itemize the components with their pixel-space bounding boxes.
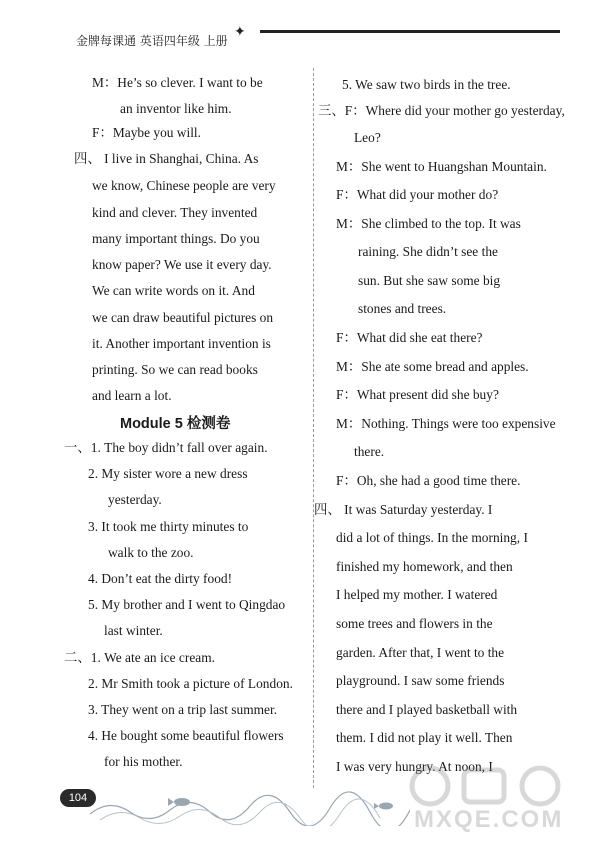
text-line: finished my homework, and then — [336, 559, 513, 574]
text-line: 2. My sister wore a new dress — [88, 466, 248, 481]
text-line: know paper? We use it every day. — [92, 257, 272, 272]
header-rule — [260, 30, 560, 33]
text-line: there and I played basketball with — [336, 702, 518, 717]
book-title: 金牌每课通 英语四年级 上册 — [76, 34, 228, 48]
text-line: F：Maybe you will. — [92, 125, 201, 140]
text-line: I helped my mother. I watered — [336, 587, 498, 602]
text-line: 3. It took me thirty minutes to — [88, 519, 249, 534]
text-line: it. Another important invention is — [92, 336, 271, 351]
text-line: I was very hungry. At noon, I — [336, 759, 493, 774]
text-line: F：What did she eat there? — [336, 330, 483, 345]
text-line: walk to the zoo. — [108, 545, 194, 560]
section-heading: Module 5 检测卷 — [120, 416, 231, 432]
text-line: we can draw beautiful pictures on — [92, 310, 274, 325]
page-number: 104 — [60, 789, 96, 807]
text-line: yesterday. — [108, 492, 162, 507]
text-line: F：What did your mother do? — [336, 187, 499, 202]
text-line: 4. Don’t eat the dirty food! — [88, 571, 233, 586]
page-header — [60, 22, 580, 52]
text-line: garden. After that, I went to the — [336, 645, 505, 660]
text-line: we know, Chinese people are very — [92, 178, 276, 193]
text-line: sun. But she saw some big — [358, 273, 501, 288]
column-divider — [313, 68, 314, 788]
text-line: many important things. Do you — [92, 231, 260, 246]
text-line: 3. They went on a trip last summer. — [88, 702, 278, 717]
text-line: F：Oh, she had a good time there. — [336, 473, 521, 488]
text-line: 三、F：Where did your mother go yesterday, — [318, 103, 565, 118]
star-icon: ✦ — [234, 25, 246, 40]
text-line: for his mother. — [104, 754, 183, 769]
text-line: Leo? — [354, 130, 381, 145]
text-line: M：She climbed to the top. It was — [336, 216, 521, 231]
text-line: We can write words on it. And — [92, 283, 255, 298]
text-line: 四、 It was Saturday yesterday. I — [314, 502, 493, 517]
text-line: F：What present did she buy? — [336, 387, 499, 402]
text-line: 一、1. The boy didn’t fall over again. — [64, 440, 268, 455]
watermark-logo-icon — [400, 760, 580, 810]
text-line: some trees and flowers in the — [336, 616, 493, 631]
text-line: M：She ate some bread and apples. — [336, 359, 529, 374]
text-line: an inventor like him. — [120, 101, 232, 116]
text-line: 4. He bought some beautiful flowers — [88, 728, 284, 743]
text-line: and learn a lot. — [92, 388, 172, 403]
text-line: last winter. — [104, 623, 163, 638]
text-line: 四、 I live in Shanghai, China. As — [74, 151, 259, 166]
text-line: there. — [354, 444, 385, 459]
text-line: M：Nothing. Things were too expensive — [336, 416, 556, 431]
text-line: 5. My brother and I went to Qingdao — [88, 597, 286, 612]
text-line: M：He’s so clever. I want to be — [92, 75, 263, 90]
text-line: M：She went to Huangshan Mountain. — [336, 159, 547, 174]
wave-decoration-icon — [90, 776, 410, 826]
text-line: 5. We saw two birds in the tree. — [342, 77, 511, 92]
text-line: did a lot of things. In the morning, I — [336, 530, 528, 545]
text-line: 2. Mr Smith took a picture of London. — [88, 676, 293, 691]
watermark — [400, 760, 580, 840]
watermark-text: MXQE.COM — [414, 806, 564, 833]
text-line: printing. So we can read books — [92, 362, 258, 377]
text-line: playground. I saw some friends — [336, 673, 505, 688]
text-line: 二、1. We ate an ice cream. — [64, 650, 215, 665]
text-line: stones and trees. — [358, 301, 447, 316]
text-line: them. I did not play it well. Then — [336, 730, 513, 745]
text-line: raining. She didn’t see the — [358, 244, 498, 259]
text-line: kind and clever. They invented — [92, 205, 258, 220]
